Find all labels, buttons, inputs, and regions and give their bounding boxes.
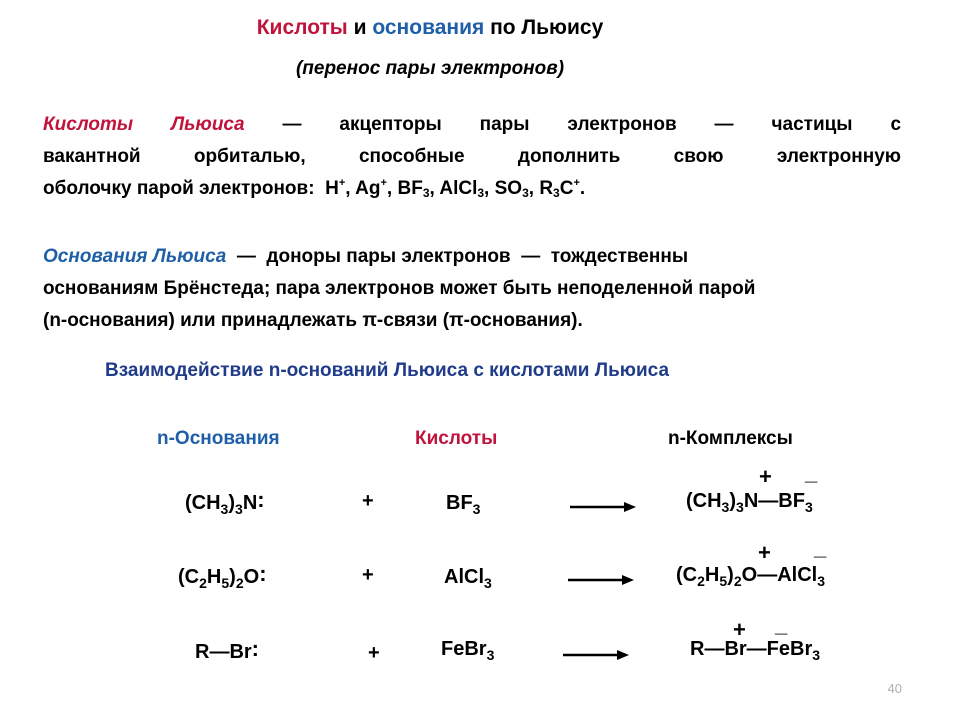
reaction-1-positive-charge: + (759, 464, 772, 489)
reaction-3-plus: + (368, 642, 380, 664)
lewis-bases-paragraph (43, 241, 901, 337)
acid-example-bf3: $BF_3$ (397, 178, 430, 200)
column-header-acids: Кислоты (415, 428, 498, 449)
reaction-1-arrow-icon (570, 500, 636, 514)
bases-definition: доноры пары электронов (266, 246, 511, 267)
lone-pair-icon: : (259, 561, 266, 586)
acids-term: Кислоты Льюиса (43, 114, 245, 135)
reaction-2-plus: + (362, 564, 374, 586)
reaction-1-plus: + (362, 490, 374, 512)
reaction-3-arrow-icon (563, 648, 629, 662)
acids-dash-2: — (714, 114, 734, 135)
bases-line-3: (n-основания) или принадлежать π-связи (π-основания). (43, 310, 583, 331)
bases-dash-2: — (521, 246, 541, 267)
slide-subtitle: (перенос пары электронов) (295, 58, 565, 79)
reaction-2-product: $(C_2H_5)_2O—AlCl_3$ (676, 564, 825, 589)
page-number: 40 (887, 681, 902, 696)
pi-symbol-2: π (449, 310, 464, 331)
reaction-1-acid: $BF_3$ (446, 492, 481, 517)
bases-line-1 (43, 241, 901, 273)
acid-example-h: H+ (325, 177, 346, 199)
reaction-1-product: $(CH_3)_3N—BF_3$ (686, 490, 813, 515)
title-and: и (347, 16, 373, 39)
acids-definition: акцепторы пары электронов (339, 114, 677, 135)
interaction-heading: Взаимодействие n-оснований Льюиса с кислотами Льюиса (105, 360, 670, 381)
reaction-3-negative-charge: _ (775, 612, 788, 637)
reaction-2-acid: AlCl$_3$ (444, 566, 492, 591)
bases-dash-1: — (236, 246, 256, 267)
acid-example-r3c: $R_3C^+$ (539, 177, 580, 200)
lone-pair-icon: : (251, 636, 258, 661)
slide-title (0, 16, 860, 40)
reaction-3-positive-charge: + (733, 617, 746, 642)
reaction-2-negative-charge: _ (814, 535, 827, 560)
acid-example-so3: $SO_3$ (494, 178, 529, 200)
lewis-acids-paragraph (43, 109, 901, 205)
reaction-2-positive-charge: + (758, 540, 771, 565)
reaction-3-base: R—Br: (195, 636, 258, 663)
pi-symbol: π (362, 310, 377, 331)
column-header-complexes: n-Комплексы (668, 428, 793, 449)
reaction-3-acid: FeBr$_3$ (441, 638, 495, 663)
reaction-1-negative-charge: _ (805, 460, 818, 485)
acids-line-3: оболочку парой электронов: H+, Ag+, $BF_3$, AlCl$_3$, $SO_3$, $R_3C^+$. (43, 177, 586, 200)
reaction-2-base: $(C_2H_5)_2O$: (178, 561, 266, 591)
title-lewis: по Льюису (484, 16, 604, 39)
bases-term: Основания Льюиса (43, 246, 227, 267)
bases-line1-tail: тождественны (550, 246, 689, 267)
column-header-bases: n-Основания (157, 428, 280, 449)
acid-example-ag: Ag+ (355, 177, 387, 199)
acids-dash-1: — (282, 114, 302, 135)
title-bases: основания (372, 16, 485, 39)
acids-line-2: вакантной орбиталью, способные дополнить свою электронную (43, 146, 901, 167)
reaction-2-arrow-icon (568, 573, 634, 587)
lone-pair-icon: : (257, 487, 264, 512)
acid-example-alcl3: AlCl$_3$ (439, 178, 485, 200)
acids-line3-lead: оболочку парой электронов: (43, 178, 315, 199)
bases-line-2: основаниям Брёнстеда; пара электронов может быть неподеленной парой (43, 278, 756, 299)
acids-line-1 (43, 109, 901, 141)
reaction-1-base: $(CH_3)_3N$: (185, 487, 264, 517)
reaction-3-product: R—Br—FeBr$_3$ (690, 638, 821, 663)
title-acids: Кислоты (256, 16, 348, 39)
acids-line1-tail: частицы с (771, 114, 902, 135)
